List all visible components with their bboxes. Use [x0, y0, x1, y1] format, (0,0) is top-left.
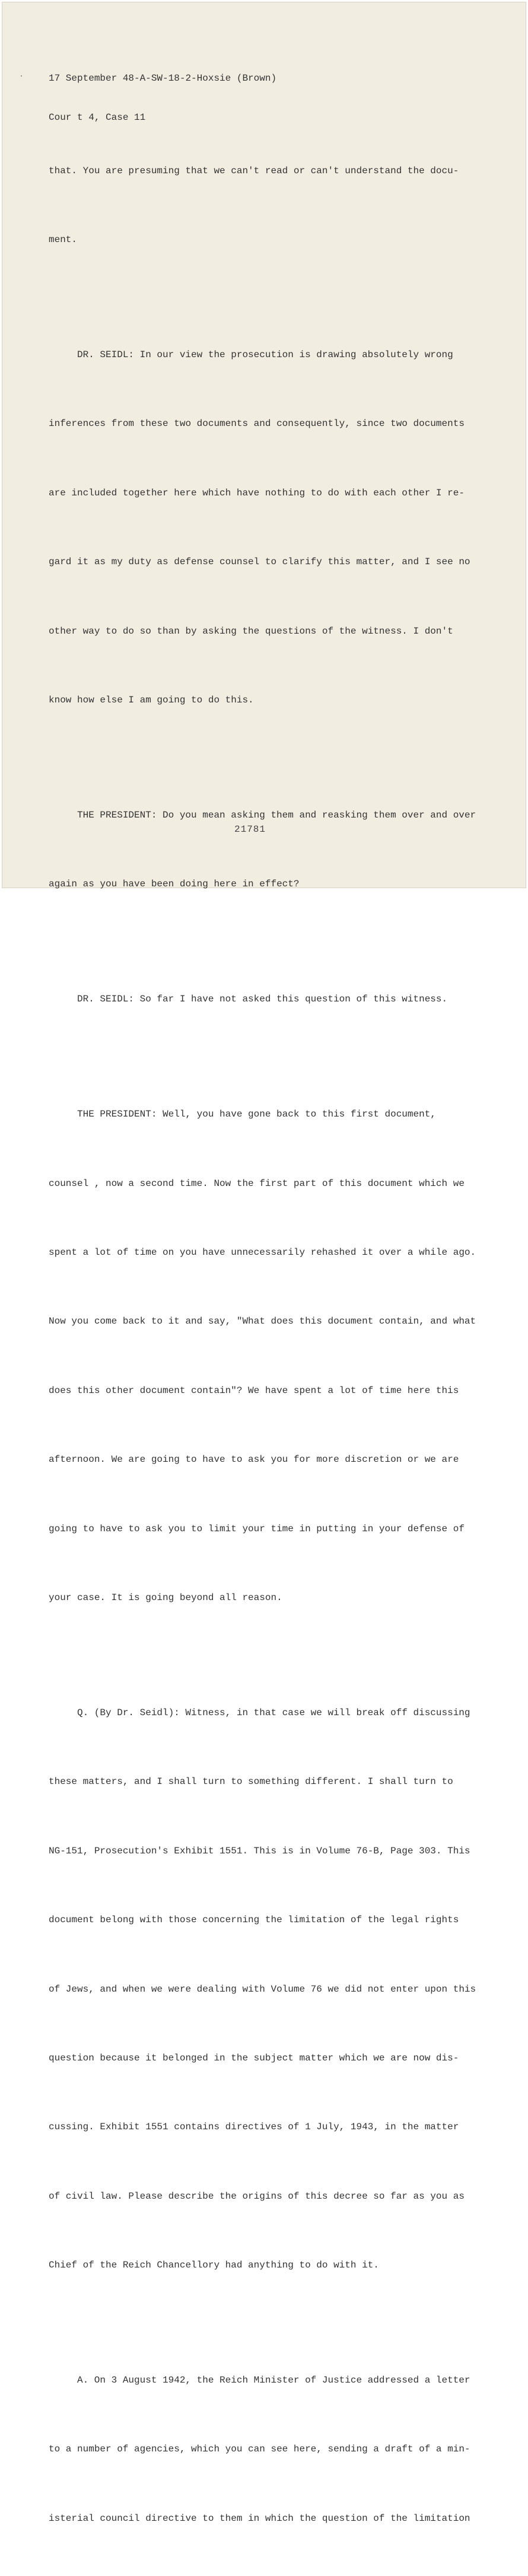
text-line: THE PRESIDENT: Do you mean asking them and reasking them over and over [49, 804, 488, 827]
text-line: question because it belonged in the subject matter which we are now dis- [49, 2047, 488, 2070]
text-line: again as you have been doing here in effect? [49, 873, 488, 896]
text-line: Chief of the Reich Chancellory had anything to do with it. [49, 2254, 488, 2277]
text-line: Q. (By Dr. Seidl): Witness, in that case we will break off discussing [49, 1702, 488, 1725]
text-line: spent a lot of time on you have unnecessarily rehashed it over a while ago. [49, 1241, 488, 1264]
paragraph-seidl-1 [49, 297, 488, 758]
text-line: counsel , now a second time. Now the first part of this document which we [49, 1172, 488, 1195]
text-line: DR. SEIDL: In our view the prosecution is drawing absolutely wrong [49, 344, 488, 367]
text-line: inferences from these two documents and consequently, since two documents [49, 412, 488, 435]
paragraph-answer [49, 2323, 488, 2576]
text-line: isterial council directive to them in which the question of the limitation [49, 2507, 488, 2530]
paragraph-1 [49, 113, 488, 297]
text-line: that. You are presuming that we can't read or can't understand the docu- [49, 160, 488, 183]
text-line: does this other document contain"? We have spent a lot of time here this [49, 1379, 488, 1403]
paragraph-question [49, 1655, 488, 2323]
paragraph-president-2 [49, 1057, 488, 1656]
text-line: afternoon. We are going to have to ask you for more discretion or we are [49, 1448, 488, 1471]
text-line: going to have to ask you to limit your time in putting in your defense of [49, 1518, 488, 1541]
text-line: know how else I am going to do this. [49, 689, 488, 712]
text-line: ment. [49, 228, 488, 252]
paper-speck [21, 75, 22, 77]
document-page [2, 2, 526, 888]
text-line: DR. SEIDL: So far I have not asked this question of this witness. [49, 988, 488, 1011]
text-line: gard it as my duty as defense counsel to clarify this matter, and I see no [49, 551, 488, 574]
paragraph-seidl-2 [49, 942, 488, 1057]
text-line: these matters, and I shall turn to something different. I shall turn to [49, 1770, 488, 1793]
page-number: 21781 [234, 824, 266, 835]
text-line: your case. It is going beyond all reason. [49, 1586, 488, 1610]
text-line: A. On 3 August 1942, the Reich Minister of Justice addressed a letter [49, 2369, 488, 2392]
transcript-body [49, 113, 488, 2576]
text-line: to a number of agencies, which you can see here, sending a draft of a min- [49, 2438, 488, 2461]
text-line: THE PRESIDENT: Well, you have gone back to this first document, [49, 1103, 488, 1126]
paragraph-president-1 [49, 758, 488, 942]
header-line-2: Cour t 4, Case 11 [49, 111, 276, 124]
text-line: of Jews, and when we were dealing with Volume 76 we did not enter upon this [49, 1978, 488, 2001]
text-line: other way to do so than by asking the questions of the witness. I don't [49, 620, 488, 643]
header-line-1: 17 September 48-A-SW-18-2-Hoxsie (Brown) [49, 72, 276, 85]
text-line: cussing. Exhibit 1551 contains directives of 1 July, 1943, in the matter [49, 2116, 488, 2139]
text-line: document belong with those concerning the limitation of the legal rights [49, 1909, 488, 1932]
text-line: of civil law. Please describe the origins of this decree so far as you as [49, 2185, 488, 2208]
text-line: Now you come back to it and say, "What does this document contain, and what [49, 1310, 488, 1333]
text-line: NG-151, Prosecution's Exhibit 1551. This is in Volume 76-B, Page 303. This [49, 1840, 488, 1863]
text-line: are included together here which have nothing to do with each other I re- [49, 482, 488, 505]
